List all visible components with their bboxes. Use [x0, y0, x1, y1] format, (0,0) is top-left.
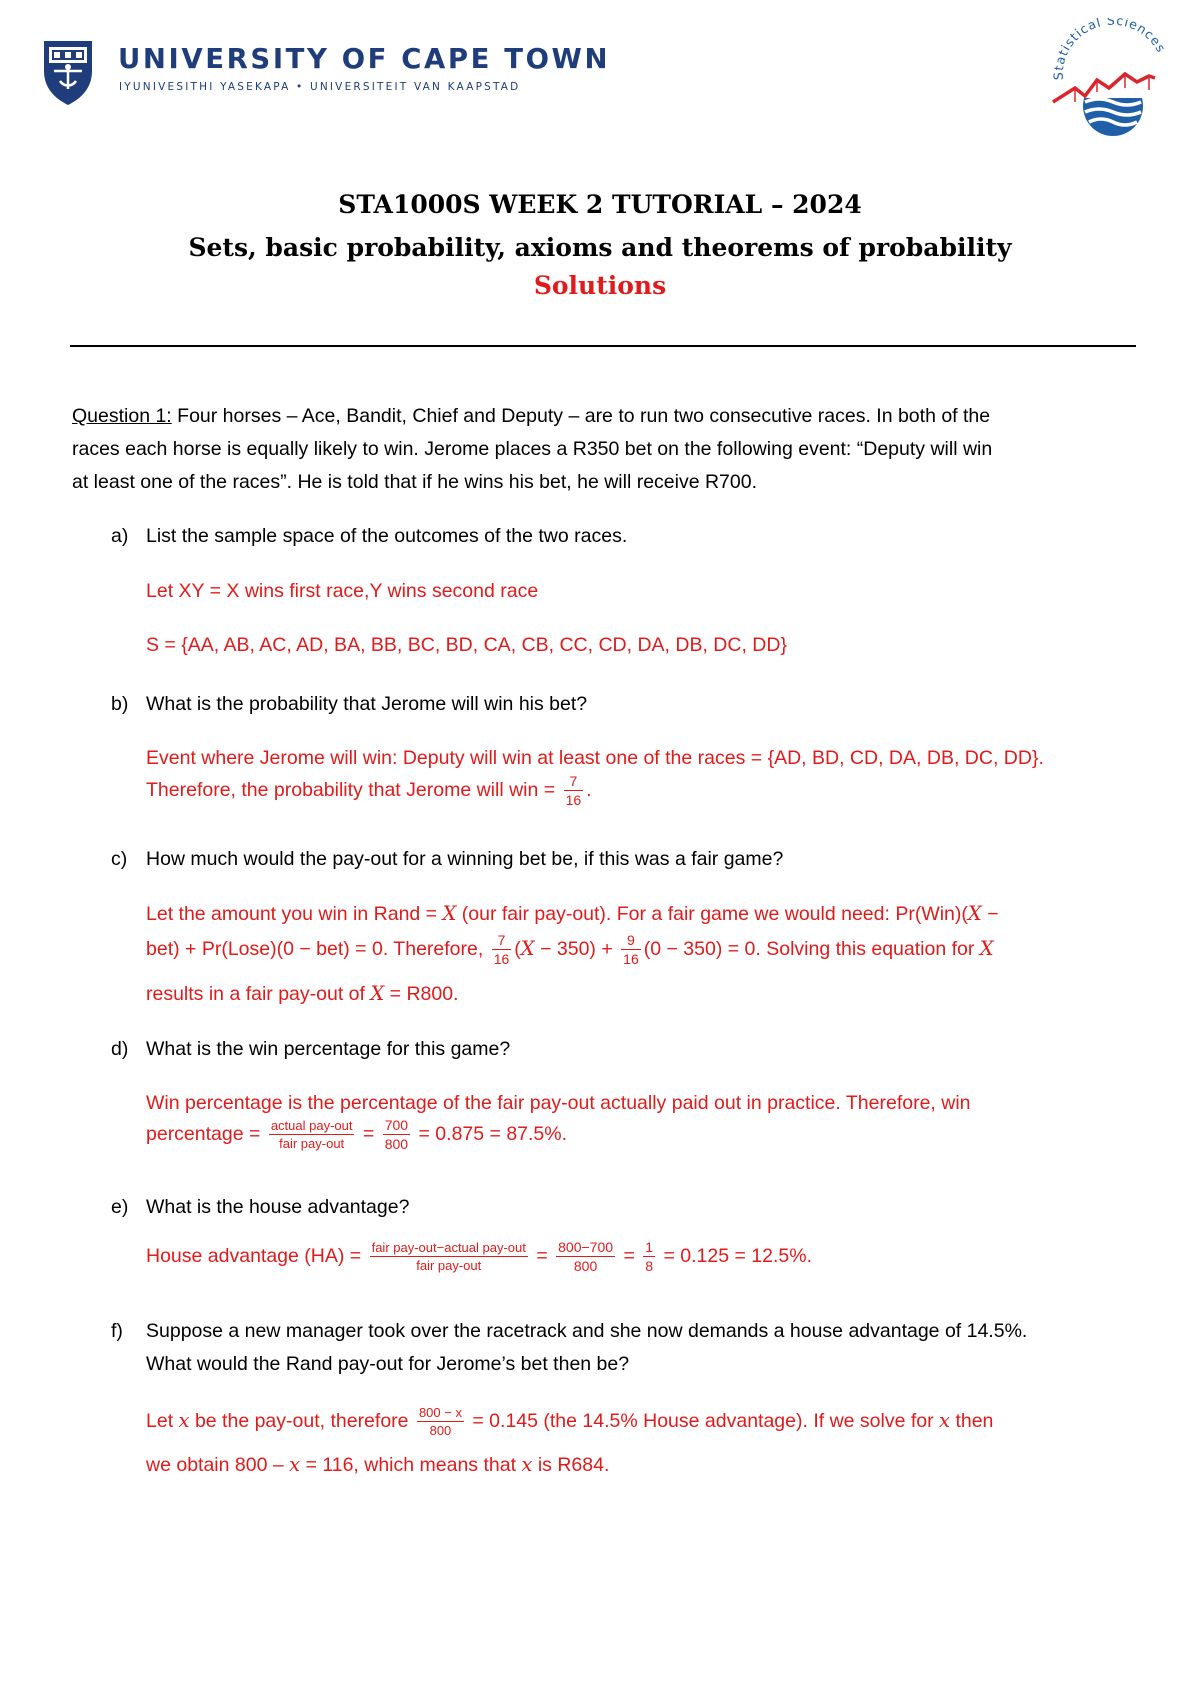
fraction-100-800: $\frac{800-700}{800}$ — [558, 1239, 614, 1275]
part-f-question-line-1: Suppose a new manager took over the racetrack and she now demands a house advantage of 14.5%. — [146, 1320, 1028, 1342]
part-d-label: d) — [111, 1038, 129, 1060]
question-1-line-3: at least one of the races”. He is told that if he wins his bet, he will receive R700. — [72, 471, 758, 493]
part-b-question: What is the probability that Jerome will win his bet? — [146, 693, 588, 715]
part-c-answer-line-2: bet) + Pr(Lose)(0 − bet) = 0. Therefore, $\frac{7}{16}$ (X − 350) + $\frac{9}{16}$ (0 − 350) = 0. Solving this equation for X — [146, 932, 994, 968]
question-1-line-1: Four horses – Ace, Bandit, Chief and Deputy – are to run two consecutive races. In both of the — [171, 405, 991, 427]
part-d-question: What is the win percentage for this game? — [146, 1038, 511, 1060]
title-solutions: Solutions — [533, 271, 667, 300]
statistical-sciences-logo-icon — [1045, 18, 1175, 138]
part-c-answer-line-1: Let the amount you win in Rand = X (our fair pay-out). For a fair game we would need: Pr(Win)(X − — [146, 902, 999, 925]
uct-crest-icon — [40, 37, 96, 107]
fraction-7-16: $\frac{7}{16}$ — [493, 932, 510, 968]
university-subtitle: IYUNIVESITHI YASEKAPA • UNIVERSITEIT VAN KAAPSTAD — [119, 81, 521, 93]
part-e-question: What is the house advantage? — [146, 1196, 410, 1218]
part-d-answer-line-1: Win percentage is the percentage of the fair pay-out actually paid out in practice. Therefore, win — [146, 1092, 971, 1114]
question-1-line-2: races each horse is equally likely to win. Jerome places a R350 bet on the following event: “Deputy will win — [72, 438, 993, 460]
part-b-label: b) — [111, 693, 129, 715]
svg-text:Statistical Sciences — [1051, 18, 1170, 80]
part-c-answer-line-3: results in a fair pay-out of X = R800. — [146, 982, 459, 1005]
part-c-label: c) — [111, 848, 128, 870]
part-a-answer-1: Let XY = X wins first race,Y wins second race — [146, 580, 539, 602]
part-e-answer: House advantage (HA) = $\frac{\text{fair pay-out−actual pay-out}}{\text{fair pay-out}}$ = $\frac{800-700}{800}$ = $\frac{1}{8}$ = 0.125 = 12.5%. — [146, 1239, 813, 1275]
part-f-label: f) — [111, 1320, 123, 1342]
fraction-800-minus-x: $\frac{800 - x}{800}$ — [418, 1405, 462, 1439]
fraction-700-800: $\frac{700}{800}$ — [384, 1117, 409, 1153]
title-divider — [70, 345, 1136, 347]
part-b-answer-2-text: Therefore, the probability that Jerome will win = — [146, 779, 561, 801]
fraction-actual-over-fair: $\frac{\text{actual pay-out}}{\text{fair pay-out}}$ — [270, 1118, 353, 1152]
title-line-1: STA1000S WEEK 2 TUTORIAL – 2024 — [338, 190, 862, 219]
part-c-question: How much would the pay-out for a winning bet be, if this was a fair game? — [146, 848, 784, 870]
part-b-answer-1: Event where Jerome will win: Deputy will win at least one of the races = {AD, BD, CD, DA, DB, DC, DD}. — [146, 747, 1044, 769]
part-d-answer-line-2: percentage = $\frac{\text{actual pay-out}}{\text{fair pay-out}}$ = $\frac{700}{800}$ = 0.875 = 87.5%. — [146, 1117, 568, 1153]
fraction-1-8: $\frac{1}{8}$ — [645, 1239, 654, 1275]
statistical-sciences-logo — [1045, 18, 1175, 138]
part-a-answer-2: S = {AA, AB, AC, AD, BA, BB, BC, BD, CA, CB, CC, CD, DA, DB, DC, DD} — [146, 634, 787, 656]
part-f-question-line-2: What would the Rand pay-out for Jerome’s bet then be? — [146, 1353, 630, 1375]
question-1-text — [72, 400, 1142, 499]
fraction-7-16: $\frac{7}{16}$ — [565, 773, 582, 809]
university-name: UNIVERSITY OF CAPE TOWN — [118, 43, 611, 75]
fraction-house-advantage: $\frac{\text{fair pay-out−actual pay-out}}{\text{fair pay-out}}$ — [371, 1240, 526, 1274]
part-f-answer-line-2: we obtain 800 – x = 116, which means that x is R684. — [146, 1453, 610, 1476]
part-f-answer-line-1: Let x be the pay-out, therefore $\frac{800 - x}{800}$ = 0.145 (the 14.5% House advantage). If we solve for x then — [146, 1405, 994, 1439]
part-a-label: a) — [111, 525, 129, 547]
fraction-9-16: $\frac{9}{16}$ — [623, 932, 639, 968]
part-b-answer-2: Therefore, the probability that Jerome will win = $\frac{7}{16}$ . — [146, 773, 592, 809]
uct-logo — [40, 37, 640, 107]
title-line-2: Sets, basic probability, axioms and theorems of probability — [188, 233, 1012, 262]
dept-logo-text: Statistical Sciences — [1050, 18, 1170, 81]
part-e-label: e) — [111, 1196, 129, 1218]
part-a-question: List the sample space of the outcomes of the two races. — [146, 525, 628, 547]
question-1-heading: Question 1: — [72, 405, 172, 427]
